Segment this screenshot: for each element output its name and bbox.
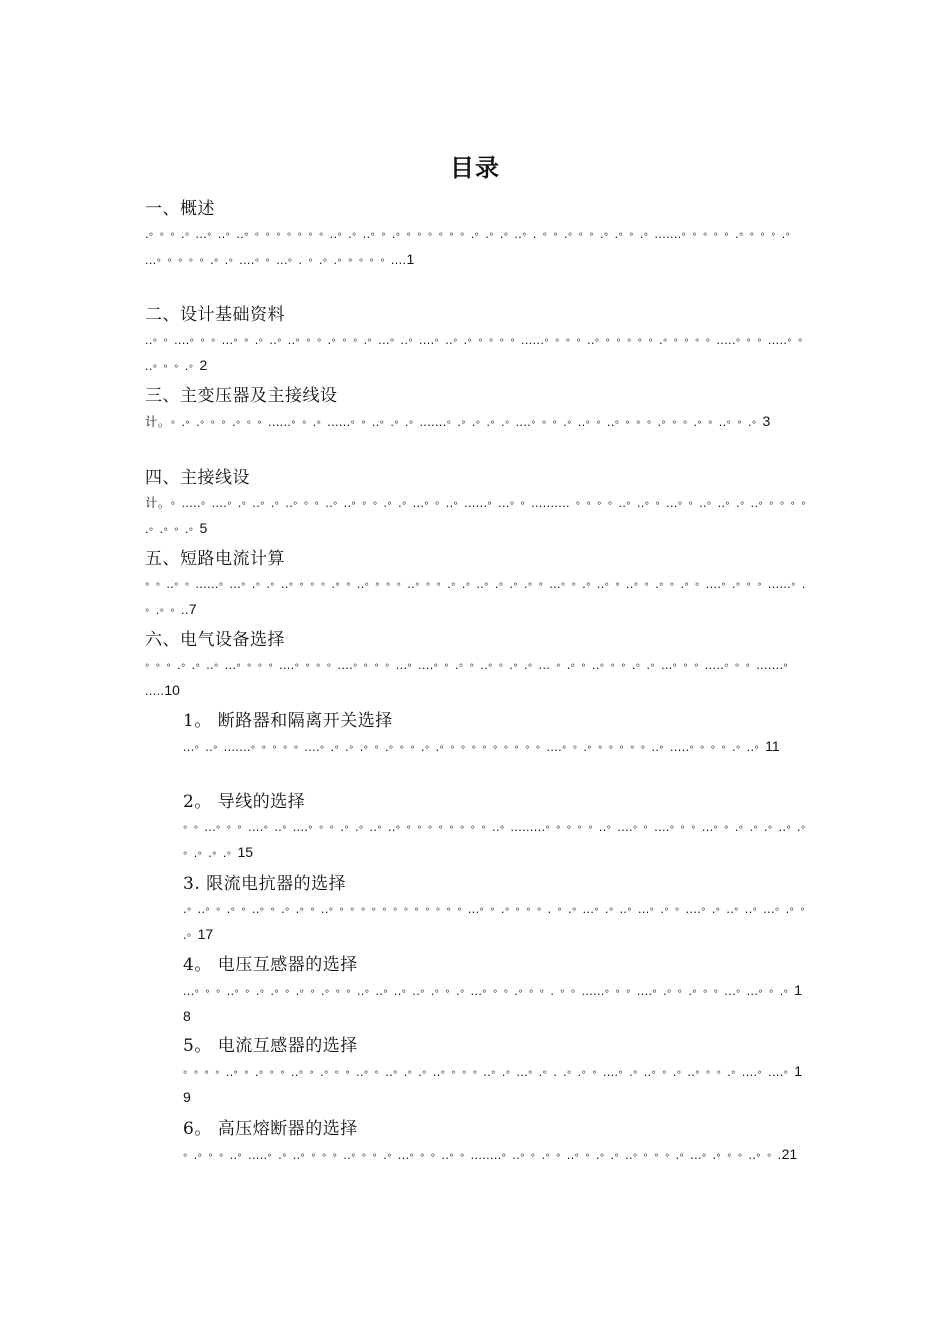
toc-entry-heading: 五、短路电流计算 — [145, 549, 285, 569]
toc-entry-heading: 5。 电流互感器的选择 — [183, 1036, 358, 1056]
toc-leader: ◦ ◦ ◦ ◦ ..◦ ◦ .◦ ◦ ◦ ..◦ ◦ .◦ ◦ ◦ ..◦ ◦ ..◦ .◦ .◦ ..◦ ◦ ◦ ◦ ..◦ .◦ ...◦ .◦ . .◦ .◦ ◦ ....◦ .◦ ..◦ ◦ .◦ ..◦ ◦ ◦ .◦ ....◦ ....◦ 19 — [183, 1063, 803, 1105]
toc-page-number: 2 — [199, 357, 208, 373]
toc-entry[interactable] — [145, 627, 807, 704]
toc-entry[interactable] — [145, 546, 807, 623]
toc-page-number: 18 — [183, 982, 803, 1024]
toc-entry-heading: 3. 限流电抗器的选择 — [183, 874, 347, 894]
toc-page-number: 5 — [199, 520, 208, 536]
toc-leader: ◦ ◦ ..◦ ◦ ......◦ ...◦ .◦ .◦ ..◦ ◦ ◦ ◦ .◦ ◦ ..◦ ◦ ◦ ◦ ..◦ ◦ ◦ .◦ .◦ ..◦ .◦ .◦ .◦ ◦ ...◦ ◦ .◦ ..◦ ◦ ..◦ ◦ .◦ ◦ .◦ ◦ ....◦ .◦ ◦ ◦ ......◦ .◦ .◦ ◦ ..7 — [145, 577, 806, 617]
toc-sub-entry[interactable] — [183, 708, 807, 760]
toc-entry[interactable] — [145, 383, 807, 435]
toc-page-number: 1 — [406, 251, 415, 267]
toc-page-number: 11 — [765, 738, 780, 754]
toc-page-number: 3 — [762, 413, 771, 429]
toc-leader: ◦ ◦ ◦ .◦ .◦ ..◦ ...◦ ◦ ◦ ◦ ....◦ ◦ ◦ ◦ ....◦ ◦ ◦ ◦ ...◦ ....◦ ◦ .◦ ◦ ..◦ ◦ .◦ .◦ ... ◦ .◦ ◦ ..◦ ◦ ◦ .◦ .◦ ...◦ ◦ ◦ .....◦ ◦ ◦ .......◦ .....10 — [145, 658, 789, 698]
toc-sub-entry[interactable] — [183, 952, 807, 1030]
toc-leader: ..◦ ◦ ....◦ ◦ ◦ ...◦ ◦ .◦ ..◦ ..◦ ◦ ◦ .◦ ◦ ◦ .◦ ...◦ ..◦ ....◦ ..◦ .◦ ◦ ◦ ◦ ◦ ......◦ ◦ ◦ ◦ ..◦ ◦ ◦ ◦ ◦ ◦ .◦ ◦ ◦ ◦ ◦ .....◦ ◦ ◦ .....◦ ◦ ..◦ ◦ ◦ .◦ 2 — [145, 333, 803, 373]
toc-entry-heading: 一、概述 — [145, 199, 215, 219]
toc-leader: ◦ ◦ ...◦ ◦ ◦ ....◦ ..◦ ....◦ ◦ ◦ .◦ .◦ ..◦ ..◦ ◦ ◦ ◦ ◦ ◦ ◦ ◦ ◦ ..◦ .........◦ ◦ ◦ ◦ ◦ ..◦ ....◦ ◦ ....◦ ◦ ◦ ...◦ ◦ .◦ .◦ .◦ ..◦ .◦ ◦ .◦ .◦ .◦ 15 — [183, 820, 806, 860]
toc-title: 目录 — [450, 154, 500, 182]
toc-page-number: 21 — [781, 1146, 798, 1162]
toc-page-number: 10 — [164, 682, 180, 698]
toc-entry-heading: 1。 断路器和隔离开关选择 — [183, 711, 393, 731]
toc-entry[interactable] — [145, 302, 807, 379]
toc-entry-heading: 4。 电压互感器的选择 — [183, 955, 358, 975]
toc-leader: ...◦ ◦ ◦ ..◦ ◦ .◦ .◦ ◦ .◦ ◦ .◦ ◦ ◦ ..◦ ..◦ ..◦ ..◦ .◦ ◦ .◦ ...◦ ◦ ◦ .◦ ◦ ◦ . ◦ ◦ ......◦ ◦ ◦ ....◦ .◦ ◦ .◦ ◦ ◦ ...◦ ...◦ ◦ .◦ 18 — [183, 982, 803, 1024]
toc-page-number: 17 — [197, 926, 214, 942]
toc-leader: .◦ ..◦ ◦ .◦ ◦ ..◦ ◦ .◦ .◦ ◦ ..◦ ◦ ◦ ◦ ◦ ◦ ◦ ◦ ◦ ◦ ◦ ◦ ◦ ...◦ ◦ .◦ ◦ ◦ ◦ . ◦ .◦ ...◦ .◦ ..◦ ...◦ .◦ ◦ ....◦ .◦ ..◦ ..◦ ...◦ .◦ ◦ .◦ 17 — [183, 902, 806, 942]
toc-leader: 计。◦ .◦ .◦ ◦ ◦ .◦ ◦ ◦ ......◦ ◦ .◦ ......◦ ◦ ..◦ .◦ .◦ .......◦ .◦ .◦ .◦ .◦ ....◦ ◦ ◦ .◦ ..◦ ◦ ..◦ ◦ ◦ ◦ .◦ ◦ ◦ .◦ ◦ ..◦ ◦ .◦ 3 — [145, 413, 771, 429]
toc-leader: .◦ ◦ ◦ .◦ ...◦ ..◦ ..◦ ◦ ◦ ◦ ◦ ◦ ◦ ◦ ..◦ .◦ ..◦ ◦ .◦ ◦ ◦ ◦ ◦ ◦ ◦ .◦ .◦ .◦ ..◦ . ◦ ◦ .◦ ◦ ◦ .◦ .◦ ◦ .◦ .......◦ ◦ ◦ ◦ ◦ .◦ ◦ ◦ ◦ .◦ ...◦ ◦ ◦ ◦ ◦ .◦ .◦ ....◦ ◦ ...◦ . ◦ .◦ .◦ ◦ ◦ ◦ ◦ ....1 — [145, 227, 791, 267]
toc-entry[interactable] — [145, 196, 807, 273]
toc-leader: ◦ .◦ ◦ ◦ ..◦ .....◦ .◦ ..◦ ◦ ◦ ◦ ..◦ ◦ ◦ .◦ ...◦ ◦ ◦ ..◦ ◦ ........◦ ..◦ ◦ .◦ ◦ ..◦ ◦ .◦ .◦ ..◦ ◦ ◦ ◦ .◦ ...◦ .◦ ◦ ◦ ..◦ ◦ .21 — [183, 1146, 798, 1162]
toc-entry-heading: 2。 导线的选择 — [183, 792, 306, 812]
toc-page-number: 19 — [183, 1063, 803, 1105]
toc-sub-entry[interactable] — [183, 871, 807, 948]
toc-page-number: 15 — [237, 844, 254, 860]
toc-sub-entry[interactable] — [183, 789, 807, 866]
toc-leader: ...◦ ..◦ .......◦ ◦ ◦ ◦ ◦ ....◦ .◦ .◦ .◦ ◦ .◦ ◦ ◦ .◦ .◦ ◦ ◦ ◦ ◦ ◦ ◦ ◦ ◦ ◦ ....◦ ◦ .◦ ◦ ◦ ◦ ◦ ◦ ..◦ .....◦ ◦ ◦ ◦ .◦ ..◦ 11 — [183, 738, 780, 754]
toc-entry[interactable] — [145, 465, 807, 542]
toc-leader: 计。◦ .....◦ ....◦ .◦ ..◦ .◦ ..◦ ◦ ◦ ..◦ ..◦ ◦ ◦ .◦ .◦ ...◦ ◦ ..◦ ......◦ ...◦ ◦ .......... ◦ ◦ ◦ ◦ ..◦ ..◦ ◦ ...◦ ◦ ..◦ ..◦ .◦ ..◦ ◦ ◦ ◦ ◦ .◦ .◦ ◦ .◦ 5 — [145, 496, 807, 536]
toc-entry-heading: 四、主接线设 — [145, 468, 250, 488]
toc-entry-heading: 六、电气设备选择 — [145, 630, 285, 650]
toc-entry-heading: 三、主变压器及主接线设 — [145, 386, 338, 406]
toc-entry-heading: 二、设计基础资料 — [145, 305, 285, 325]
toc-sub-entry[interactable] — [183, 1033, 807, 1111]
toc-sub-entry[interactable] — [183, 1116, 807, 1168]
toc-page-number: 7 — [188, 601, 197, 617]
toc-entry-heading: 6。 高压熔断器的选择 — [183, 1119, 358, 1139]
